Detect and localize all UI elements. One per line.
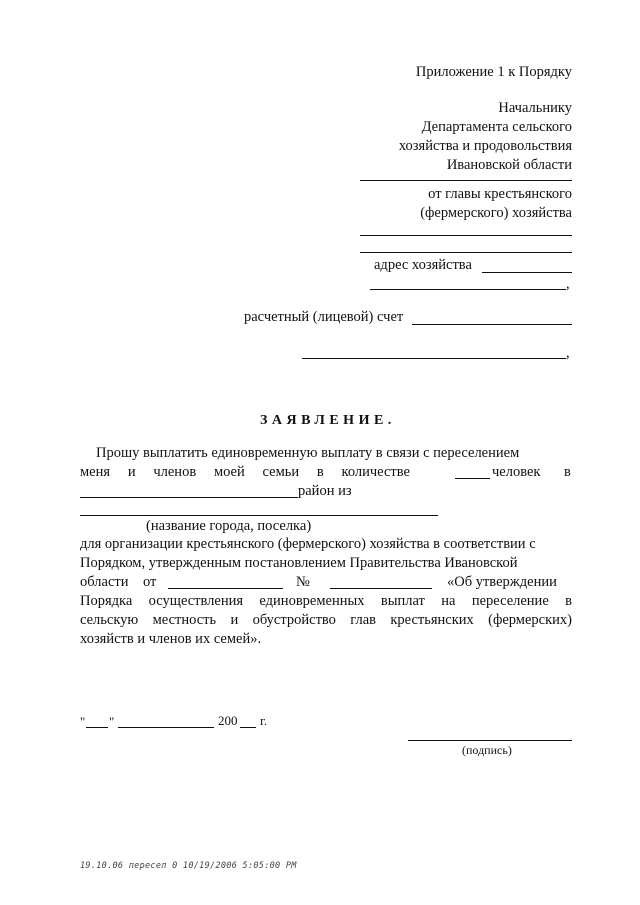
- year-blank: [240, 727, 256, 728]
- body-line-6: Порядком, утвержденным постановлением Правительства Ивановской: [80, 555, 518, 571]
- about-open: «Об утверждении: [447, 574, 557, 590]
- applicant-name-line-2: [360, 252, 572, 253]
- body-line-2: [80, 464, 410, 481]
- body-line-5: для организации крестьянского (фермерского) хозяйства в соответствии с: [80, 536, 536, 552]
- account-line-1: [412, 324, 572, 325]
- word-chelovek: человек: [492, 464, 541, 480]
- word-v-2: в: [564, 464, 571, 480]
- resolution-number-blank: [330, 588, 432, 589]
- applicant-name-line-1: [360, 235, 572, 236]
- day-blank: [86, 727, 108, 728]
- address-label: адрес хозяйства: [374, 257, 472, 273]
- year-prefix: 200: [218, 713, 238, 728]
- origin-place-blank: [80, 515, 438, 516]
- address-line-2: [370, 289, 566, 290]
- body-line-9: сельскую местность и обустройство глав крестьянских (фермерских): [80, 612, 572, 628]
- body-line-8: Порядка осуществления единовременных выплат на переселение в: [80, 593, 572, 609]
- addressee-name-line: [360, 180, 572, 181]
- from-line-2: (фермерского) хозяйства: [420, 205, 572, 221]
- body-line-10: хозяйств и членов их семей».: [80, 631, 262, 647]
- addressee-line-2: Департамента сельского: [421, 119, 572, 135]
- word-kolichestve: количестве: [341, 464, 410, 480]
- account-label: расчетный (лицевой) счет: [244, 309, 404, 325]
- signature-line: [408, 740, 572, 741]
- addressee-line-4: Ивановской области: [446, 157, 572, 173]
- word-semi: семьи: [262, 464, 300, 480]
- month-blank: [118, 727, 214, 728]
- account-comma: ,: [566, 345, 570, 361]
- addressee-line-1: Начальнику: [498, 100, 572, 116]
- word-menya: меня: [80, 464, 111, 480]
- date-quote-close: ": [109, 714, 115, 729]
- place-hint: (название города, поселка): [146, 518, 312, 534]
- resolution-date-blank: [168, 588, 283, 589]
- family-count-blank: [455, 478, 490, 479]
- word-oblasti: области: [80, 574, 129, 590]
- district-from-label: район из: [298, 483, 352, 499]
- address-comma: ,: [566, 276, 570, 292]
- year-suffix: г.: [260, 713, 268, 728]
- number-sign: №: [296, 574, 310, 590]
- file-footer: 19.10.06 пересел 0 10/19/2006 5:05:00 PM: [80, 861, 297, 871]
- document-title: ЗАЯВЛЕНИЕ.: [260, 413, 396, 428]
- address-line-1: [482, 272, 572, 273]
- word-ot: от: [143, 574, 157, 590]
- word-chlenov: членов: [153, 464, 197, 480]
- account-line-2: [302, 358, 566, 359]
- signature-label: (подпись): [462, 743, 512, 757]
- word-v: в: [316, 464, 324, 480]
- appendix-note: Приложение 1 к Порядку: [415, 64, 572, 80]
- word-i: и: [127, 464, 136, 480]
- addressee-line-3: хозяйства и продовольствия: [398, 138, 572, 154]
- word-moey: моей: [213, 464, 245, 480]
- destination-district-blank: [80, 497, 298, 498]
- body-line-1: Прошу выплатить единовременную выплату в связи с переселением: [96, 445, 520, 461]
- date-quote-open: ": [80, 714, 86, 729]
- from-line-1: от главы крестьянского: [428, 186, 572, 202]
